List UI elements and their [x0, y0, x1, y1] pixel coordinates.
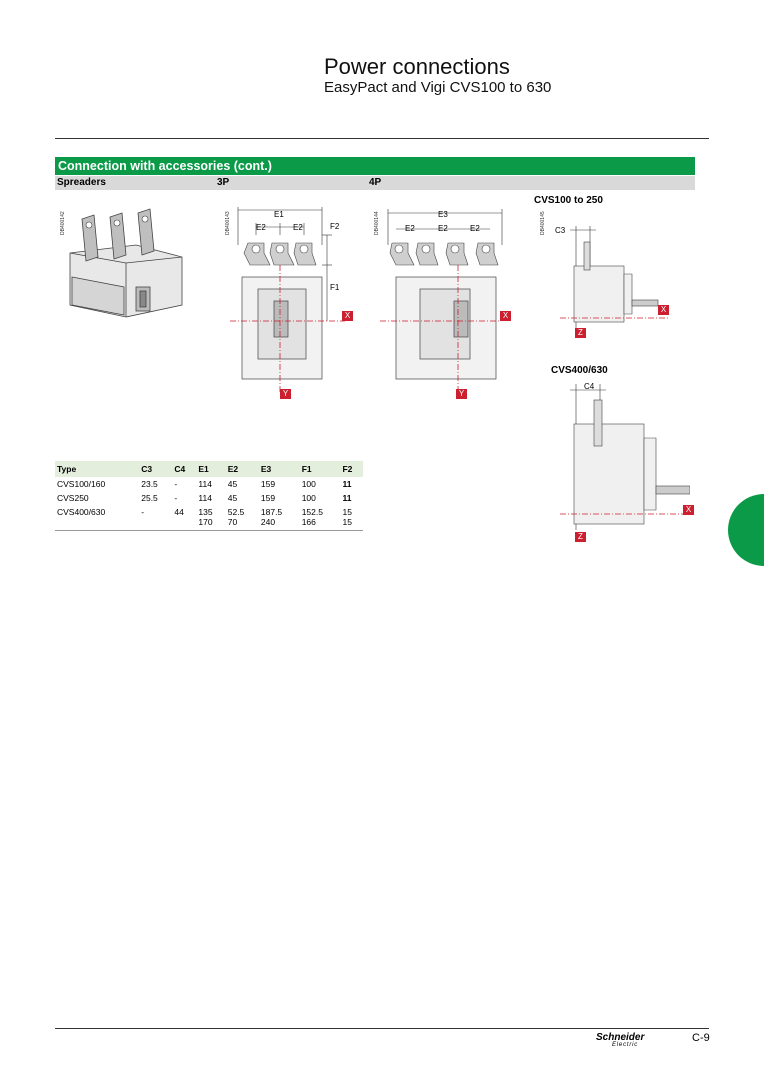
cell-e2-line2: 70	[227, 517, 238, 527]
cell-e2	[226, 505, 259, 531]
header-e1: E1	[196, 461, 225, 477]
front-view-3p-drawing	[230, 205, 360, 405]
header-c4: C4	[172, 461, 196, 477]
table-row	[55, 491, 363, 505]
axis-x-marker-4p: X	[500, 311, 511, 321]
section-title-bar: Connection with accessories (cont.)	[55, 157, 695, 175]
cell-e1-line2: 170	[198, 517, 213, 527]
cell-f2: 11	[342, 479, 352, 489]
cell-f1	[300, 505, 341, 531]
cell-f1: 100	[301, 479, 316, 489]
dim-c3: C3	[555, 226, 566, 235]
cell-e1: 114	[198, 493, 212, 503]
cell-e1-line1: 135	[198, 507, 213, 517]
header-type: Type	[55, 461, 139, 477]
table-header-row	[55, 461, 363, 477]
cell-e3-line2: 240	[260, 517, 276, 527]
cell-f2: 11	[342, 493, 352, 503]
drawing-code-3: DB400144	[374, 211, 380, 235]
cell-c3: 25.5	[141, 493, 158, 503]
cell-e2: 45	[227, 479, 238, 489]
cell-e2: 45	[227, 493, 238, 503]
chapter-tab	[728, 494, 764, 566]
footer-divider	[55, 1028, 709, 1029]
cell-type: CVS250	[57, 493, 89, 503]
cell-e1: 114	[198, 479, 212, 489]
dim-c4: C4	[584, 382, 595, 391]
page-number: C-9	[692, 1032, 710, 1044]
cell-f2-line1: 15	[342, 507, 352, 517]
dim-e3-4p: E3	[438, 210, 448, 219]
dim-e2-4p-a: E2	[405, 224, 415, 233]
axis-x-marker-side1: X	[658, 305, 669, 315]
cell-type: CVS100/160	[57, 479, 106, 489]
header-divider	[55, 138, 709, 139]
drawing-code-4: DB400145	[540, 211, 546, 235]
cell-c4: -	[174, 479, 178, 489]
axis-y-marker-3p: Y	[280, 389, 291, 399]
label-cvs100-250: CVS100 to 250	[534, 195, 603, 206]
cell-e2-line1: 52.5	[227, 507, 245, 517]
cell-e3-line1: 187.5	[260, 507, 283, 517]
col-4p-label: 4P	[369, 177, 382, 188]
cell-c4: 44	[172, 505, 196, 531]
page-subtitle: EasyPact and Vigi CVS100 to 630	[324, 79, 552, 96]
header-e3: E3	[259, 461, 300, 477]
axis-x-marker-3p: X	[342, 311, 353, 321]
drawing-code-1: DB400142	[60, 211, 66, 235]
header-f1: F1	[300, 461, 341, 477]
table-row	[55, 477, 363, 491]
cell-e3: 159	[260, 493, 276, 503]
cell-e3: 159	[260, 479, 276, 489]
dim-f2-3p: F2	[330, 222, 340, 231]
cell-e3	[259, 505, 300, 531]
dimensions-table	[55, 461, 363, 531]
axis-y-marker-4p: Y	[456, 389, 467, 399]
cell-c3: 23.5	[141, 479, 158, 489]
drawing-code-2: DB400143	[225, 211, 231, 235]
dim-e2-3p-a: E2	[256, 223, 266, 232]
cell-type: CVS400/630	[55, 505, 139, 531]
axis-x-marker-side2: X	[683, 505, 694, 515]
dim-e2-4p-b: E2	[438, 224, 448, 233]
col-spreaders-label: Spreaders	[57, 177, 106, 188]
spreader-isometric-drawing	[66, 205, 186, 335]
label-cvs400-630: CVS400/630	[551, 365, 608, 376]
cell-c4: -	[174, 493, 178, 503]
side-view-cvs100-250-drawing	[560, 222, 670, 332]
dim-e2-4p-c: E2	[470, 224, 480, 233]
dim-e2-3p-b: E2	[293, 223, 303, 232]
front-view-4p-drawing	[380, 205, 520, 405]
cell-f1: 100	[301, 493, 316, 503]
section-subheader	[55, 176, 695, 190]
cell-f2-line2: 15	[342, 517, 352, 527]
header-e2: E2	[226, 461, 259, 477]
table-row	[55, 505, 363, 531]
cell-e1	[196, 505, 225, 531]
brand-logo-text: Schneider	[596, 1032, 645, 1043]
dim-e1-3p: E1	[274, 210, 284, 219]
cell-f1-line2: 166	[301, 517, 316, 527]
header-f2: F2	[340, 461, 363, 477]
page-title: Power connections	[324, 54, 510, 79]
axis-z-marker-side2: Z	[575, 532, 586, 542]
header-c3: C3	[139, 461, 172, 477]
axis-z-marker-side1: Z	[575, 328, 586, 338]
brand-logo-subtext: Electric	[612, 1042, 639, 1048]
cell-c3: -	[139, 505, 172, 531]
col-3p-label: 3P	[217, 177, 230, 188]
side-view-cvs400-630-drawing	[560, 380, 690, 530]
cell-f2	[340, 505, 363, 531]
cell-f1-line1: 152.5	[301, 507, 323, 517]
dim-f1-3p: F1	[330, 283, 340, 292]
